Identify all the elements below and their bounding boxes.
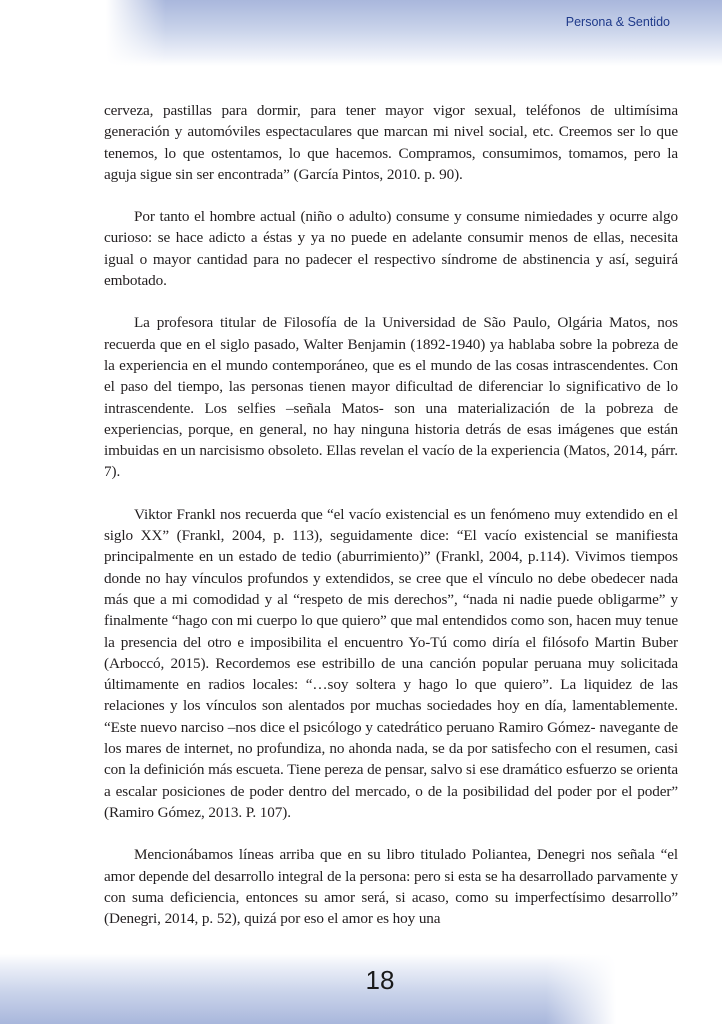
paragraph: Viktor Frankl nos recuerda que “el vacío existencial es un fenómeno muy extendido en el siglo XX” (Frankl, 2004, p. 113), seguidamente dice: “El vacío existencial se manifiesta principalmente en un estado de tedio (aburrimiento)” (Frankl, 2004, p.114). Vivimos tiempos donde no hay vínculos profundos y extendidos, se cree que el vínculo no debe obedecer nada más que a mi comodidad y al “respeto de mis derechos”, “nada ni nadie puede obligarme” y finalmente “hago con mi cuerpo lo que quiero” que mal entendidos como son, hacen muy tenue la presencia del otro e imposibilita el encuentro Yo-Tú como diría el filósofo Martin Buber (Arboccó, 2015). Recordemos ese estribillo de una canción popular peruana muy solicitada últimamente en radios locales: “…soy soltera y hago lo que quiero”. La liquidez de las relaciones y los vínculos son alentados por muchas sociedades hoy en día, lamentablemente. “Este nuevo narciso –nos dice el psicólogo y catedrático peruano Ramiro Gómez- navegante de los mares de internet, no profundiza, no ahonda nada, se da por satisfecho con el resumen, casi con la definición más escueta. Tiene pereza de pensar, salvo si ese dramático esfuerzo se orienta a escalar posiciones de poder dentro del mercado, o de la posibilidad del poder por el poder” (Ramiro Gómez, 2013. P. 107). bbox=[104, 505, 678, 821]
paragraph: Por tanto el hombre actual (niño o adulto) consume y consume nimiedades y ocurre algo curioso: se hace adicto a éstas y ya no puede en adelante consumir menos de ellas, necesita igual o mayor cantidad para no padecer el respectivo síndrome de abstinencia y así, seguirá embotado. bbox=[104, 208, 678, 290]
page-number: 18 bbox=[365, 965, 395, 995]
header-band bbox=[106, 0, 722, 66]
paragraph: cerveza, pastillas para dormir, para tener mayor vigor sexual, teléfonos de ultimísima generación y automóviles espectaculares que marcan mi nivel social, etc. Creemos ser lo que tenemos, lo que ostentamos, lo que hacemos. Compramos, consumimos, tomamos, pero la aguja sigue sin ser encontrada” (García Pintos, 2010. p. 90). bbox=[104, 102, 678, 183]
running-header-title: Persona & Sentido bbox=[565, 15, 670, 29]
page-body bbox=[104, 100, 678, 950]
paragraph: Mencionábamos líneas arriba que en su libro titulado Poliantea, Denegri nos señala “el amor depende del desarrollo integral de la persona: pero si esta se ha desarrollado parvamente y con suma deficiencia, entonces su amor será, si acaso, como su imperfectísimo desarrollo” (Denegri, 2014, p. 52), quizá por eso el amor es hoy una bbox=[104, 846, 678, 928]
paragraph: La profesora titular de Filosofía de la Universidad de São Paulo, Olgária Matos, nos recuerda que en el siglo pasado, Walter Benjamin (1892-1940) ya hablaba sobre la pobreza de la experiencia en el mundo contemporáneo, que es el mundo de las cosas intrascendentes. Con el paso del tiempo, las personas tienen mayor dificultad de diferenciar lo significativo de lo intrascendente. Los selfies –señala Matos- son una materialización de la pobreza de experiencias, porque, en general, no hay ninguna historia detrás de esas imágenes que están imbuidas en un narcisismo obsoleto. Ellas revelan el vacío de la experiencia (Matos, 2014, párr. 7). bbox=[104, 314, 678, 481]
